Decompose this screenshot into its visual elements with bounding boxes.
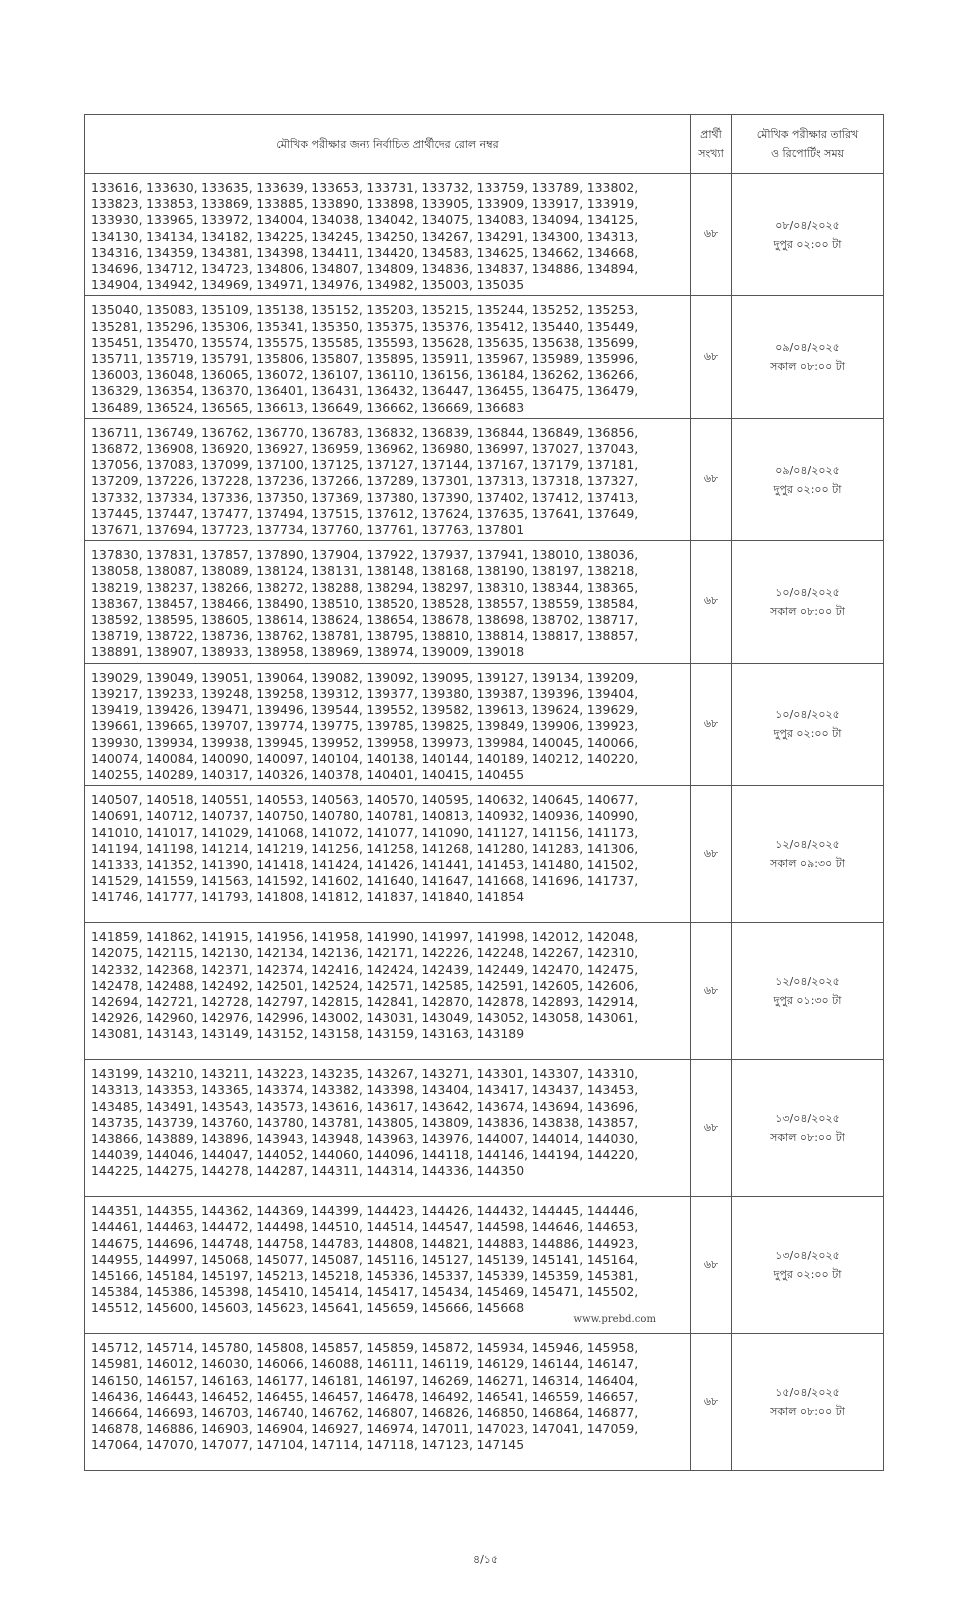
candidate-count-cell: ৬৮ <box>691 541 732 663</box>
candidate-count-cell: ৬৮ <box>691 1197 732 1334</box>
reporting-time: সকাল ০৯:৩০ টা <box>770 857 845 871</box>
exam-date: ১২/০৪/২০২৫ <box>775 838 840 852</box>
roll-numbers-cell: 145712, 145714, 145780, 145808, 145857, 145859, 145872, 145934, 145946, 145958, 145981, 146012, 146030, 146066, 146088, 146111, 146119, 146129, 146144, 146147, 146150, 146157, 146163, 146177, 146181, 146197, 146269, 146271, 146314, 146404, 146436, 146443, 146452, 146455, 146457, 146478, 146492, 146541, 146559, 146657, 146664, 146693, 146703, 146740, 146762, 146807, 146826, 146850, 146864, 146877, 146878, 146886, 146903, 146904, 146927, 146974, 147011, 147023, 147041, 147059, 147064, 147070, 147077, 147104, 147114, 147118, 147123, 147145 <box>85 1334 691 1471</box>
viva-schedule-table <box>84 114 884 1471</box>
candidate-count-cell: ৬৮ <box>691 418 732 540</box>
table-row <box>85 1334 884 1471</box>
schedule-cell <box>732 174 884 296</box>
roll-numbers-cell: 140507, 140518, 140551, 140553, 140563, 140570, 140595, 140632, 140645, 140677, 140691, 140712, 140737, 140750, 140780, 140781, 140813, 140932, 140936, 140990, 141010, 141017, 141029, 141068, 141072, 141077, 141090, 141127, 141156, 141173, 141194, 141198, 141214, 141219, 141256, 141258, 141268, 141280, 141283, 141306, 141333, 141352, 141390, 141418, 141424, 141426, 141441, 141453, 141480, 141502, 141529, 141559, 141563, 141592, 141602, 141640, 141647, 141668, 141696, 141737, 141746, 141777, 141793, 141808, 141812, 141837, 141840, 141854 <box>85 786 691 923</box>
header-schedule-line-1: মৌখিক পরীক্ষার তারিখ <box>756 128 859 141</box>
roll-numbers-cell: 143199, 143210, 143211, 143223, 143235, 143267, 143271, 143301, 143307, 143310, 143313, 143353, 143365, 143374, 143382, 143398, 143404, 143417, 143437, 143453, 143485, 143491, 143543, 143573, 143616, 143617, 143642, 143674, 143694, 143696, 143735, 143739, 143760, 143780, 143781, 143805, 143809, 143836, 143838, 143857, 143866, 143889, 143896, 143943, 143948, 143963, 143976, 144007, 144014, 144030, 144039, 144046, 144047, 144052, 144060, 144096, 144118, 144146, 144194, 144220, 144225, 144275, 144278, 144287, 144311, 144314, 144336, 144350 <box>85 1060 691 1197</box>
roll-numbers-cell: 133616, 133630, 133635, 133639, 133653, 133731, 133732, 133759, 133789, 133802, 133823, 133853, 133869, 133885, 133890, 133898, 133905, 133909, 133917, 133919, 133930, 133965, 133972, 134004, 134038, 134042, 134075, 134083, 134094, 134125, 134130, 134134, 134182, 134225, 134245, 134250, 134267, 134291, 134300, 134313, 134316, 134359, 134381, 134398, 134411, 134420, 134583, 134625, 134662, 134668, 134696, 134712, 134723, 134806, 134807, 134809, 134836, 134837, 134886, 134894, 134904, 134942, 134969, 134971, 134976, 134982, 135003, 135035 <box>85 174 691 296</box>
table-row <box>85 296 884 418</box>
schedule-cell <box>732 786 884 923</box>
header-count-line-2: সংখ্যা <box>698 147 724 160</box>
table-row <box>85 1060 884 1197</box>
schedule-cell <box>732 923 884 1060</box>
header-schedule <box>732 115 884 174</box>
schedule-cell <box>732 1334 884 1471</box>
schedule-cell <box>732 663 884 785</box>
reporting-time: সকাল ০৮:০০ টা <box>770 1131 845 1145</box>
roll-numbers-text: 144351, 144355, 144362, 144369, 144399, 144423, 144426, 144432, 144445, 144446, 144461, 144463, 144472, 144498, 144510, 144514, 144547, 144598, 144646, 144653, 144675, 144696, 144748, 144758, 144783, 144808, 144821, 144883, 144886, 144923, 144955, 144997, 145068, 145077, 145087, 145116, 145127, 145139, 145141, 145164, 145166, 145184, 145197, 145213, 145218, 145336, 145337, 145339, 145359, 145381, 145384, 145386, 145398, 145410, 145414, 145417, 145434, 145469, 145471, 145502, 145512, 145600, 145603, 145623, 145641, 145659, 145666, 145668 <box>91 1203 639 1316</box>
exam-date: ০৯/০৪/২০২৫ <box>775 341 840 355</box>
schedule-cell <box>732 296 884 418</box>
candidate-count-cell: ৬৮ <box>691 1060 732 1197</box>
table-row <box>85 174 884 296</box>
exam-date: ১৩/০৪/২০২৫ <box>775 1249 840 1263</box>
roll-numbers-cell: 135040, 135083, 135109, 135138, 135152, 135203, 135215, 135244, 135252, 135253, 135281, 135296, 135306, 135341, 135350, 135375, 135376, 135412, 135440, 135449, 135451, 135470, 135574, 135575, 135585, 135593, 135628, 135635, 135638, 135699, 135711, 135719, 135791, 135806, 135807, 135895, 135911, 135967, 135989, 135996, 136003, 136048, 136065, 136072, 136107, 136110, 136156, 136184, 136262, 136266, 136329, 136354, 136370, 136401, 136431, 136432, 136447, 136455, 136475, 136479, 136489, 136524, 136565, 136613, 136649, 136662, 136669, 136683 <box>85 296 691 418</box>
exam-date: ১৩/০৪/২০২৫ <box>775 1112 840 1126</box>
table-header-row <box>85 115 884 174</box>
exam-date: ০৯/০৪/২০২৫ <box>775 463 840 477</box>
table-row <box>85 418 884 540</box>
header-count-line-1: প্রার্থী <box>700 128 722 141</box>
table-row <box>85 663 884 785</box>
exam-date: ১০/০৪/২০২৫ <box>775 708 840 722</box>
roll-numbers-cell <box>85 1197 691 1334</box>
exam-date: ১৫/০৪/২০২৫ <box>775 1386 840 1400</box>
candidate-count-cell: ৬৮ <box>691 663 732 785</box>
header-candidate-count <box>691 115 732 174</box>
exam-date: ১০/০৪/২০২৫ <box>775 585 840 599</box>
roll-numbers-cell: 137830, 137831, 137857, 137890, 137904, 137922, 137937, 137941, 138010, 138036, 138058, 138087, 138089, 138124, 138131, 138148, 138168, 138190, 138197, 138218, 138219, 138237, 138266, 138272, 138288, 138294, 138297, 138310, 138344, 138365, 138367, 138457, 138466, 138490, 138510, 138520, 138528, 138557, 138559, 138584, 138592, 138595, 138605, 138614, 138624, 138654, 138678, 138698, 138702, 138717, 138719, 138722, 138736, 138762, 138781, 138795, 138810, 138814, 138817, 138857, 138891, 138907, 138933, 138958, 138969, 138974, 139009, 139018 <box>85 541 691 663</box>
reporting-time: দুপুর ০১:৩০ টা <box>773 994 842 1008</box>
reporting-time: দুপুর ০২:০০ টা <box>773 482 842 496</box>
reporting-time: সকাল ০৮:০০ টা <box>770 1405 845 1419</box>
roll-numbers-cell: 141859, 141862, 141915, 141956, 141958, 141990, 141997, 141998, 142012, 142048, 142075, 142115, 142130, 142134, 142136, 142171, 142226, 142248, 142267, 142310, 142332, 142368, 142371, 142374, 142416, 142424, 142439, 142449, 142470, 142475, 142478, 142488, 142492, 142501, 142524, 142571, 142585, 142591, 142605, 142606, 142694, 142721, 142728, 142797, 142815, 142841, 142870, 142878, 142893, 142914, 142926, 142960, 142976, 142996, 143002, 143031, 143049, 143052, 143058, 143061, 143081, 143143, 143149, 143152, 143158, 143159, 143163, 143189 <box>85 923 691 1060</box>
reporting-time: দুপুর ০২:০০ টা <box>773 1268 842 1282</box>
reporting-time: সকাল ০৮:০০ টা <box>770 360 845 374</box>
page-number: ৪/১৫ <box>472 1553 499 1566</box>
schedule-cell <box>732 418 884 540</box>
candidate-count-cell: ৬৮ <box>691 786 732 923</box>
candidate-count-cell: ৬৮ <box>691 923 732 1060</box>
table-row <box>85 923 884 1060</box>
header-roll-numbers: মৌখিক পরীক্ষার জন্য নির্বাচিত প্রার্থীদের রোল নম্বর <box>85 115 691 174</box>
table-row <box>85 786 884 923</box>
exam-date: ০৮/০৪/২০২৫ <box>775 218 840 232</box>
schedule-cell <box>732 541 884 663</box>
schedule-cell <box>732 1060 884 1197</box>
candidate-count-cell: ৬৮ <box>691 174 732 296</box>
table-row <box>85 1197 884 1334</box>
header-schedule-line-2: ও রিপোর্টিং সময় <box>770 147 845 160</box>
candidate-count-cell: ৬৮ <box>691 1334 732 1471</box>
candidate-count-cell: ৬৮ <box>691 296 732 418</box>
exam-date: ১২/০৪/২০২৫ <box>775 975 840 989</box>
reporting-time: দুপুর ০২:০০ টা <box>773 237 842 251</box>
roll-numbers-cell: 139029, 139049, 139051, 139064, 139082, 139092, 139095, 139127, 139134, 139209, 139217, 139233, 139248, 139258, 139312, 139377, 139380, 139387, 139396, 139404, 139419, 139426, 139471, 139496, 139544, 139552, 139582, 139613, 139624, 139629, 139661, 139665, 139707, 139774, 139775, 139785, 139825, 139849, 139906, 139923, 139930, 139934, 139938, 139945, 139952, 139958, 139973, 139984, 140045, 140066, 140074, 140084, 140090, 140097, 140104, 140138, 140144, 140189, 140212, 140220, 140255, 140289, 140317, 140326, 140378, 140401, 140415, 140455 <box>85 663 691 785</box>
table-row <box>85 541 884 663</box>
watermark-text: www.prebd.com <box>573 1313 656 1325</box>
schedule-cell <box>732 1197 884 1334</box>
reporting-time: দুপুর ০২:০০ টা <box>773 727 842 741</box>
roll-numbers-cell: 136711, 136749, 136762, 136770, 136783, 136832, 136839, 136844, 136849, 136856, 136872, 136908, 136920, 136927, 136959, 136962, 136980, 136997, 137027, 137043, 137056, 137083, 137099, 137100, 137125, 137127, 137144, 137167, 137179, 137181, 137209, 137226, 137228, 137236, 137266, 137289, 137301, 137313, 137318, 137327, 137332, 137334, 137336, 137350, 137369, 137380, 137390, 137402, 137412, 137413, 137445, 137447, 137477, 137494, 137515, 137612, 137624, 137635, 137641, 137649, 137671, 137694, 137723, 137734, 137760, 137761, 137763, 137801 <box>85 418 691 540</box>
reporting-time: সকাল ০৮:০০ টা <box>770 604 845 618</box>
